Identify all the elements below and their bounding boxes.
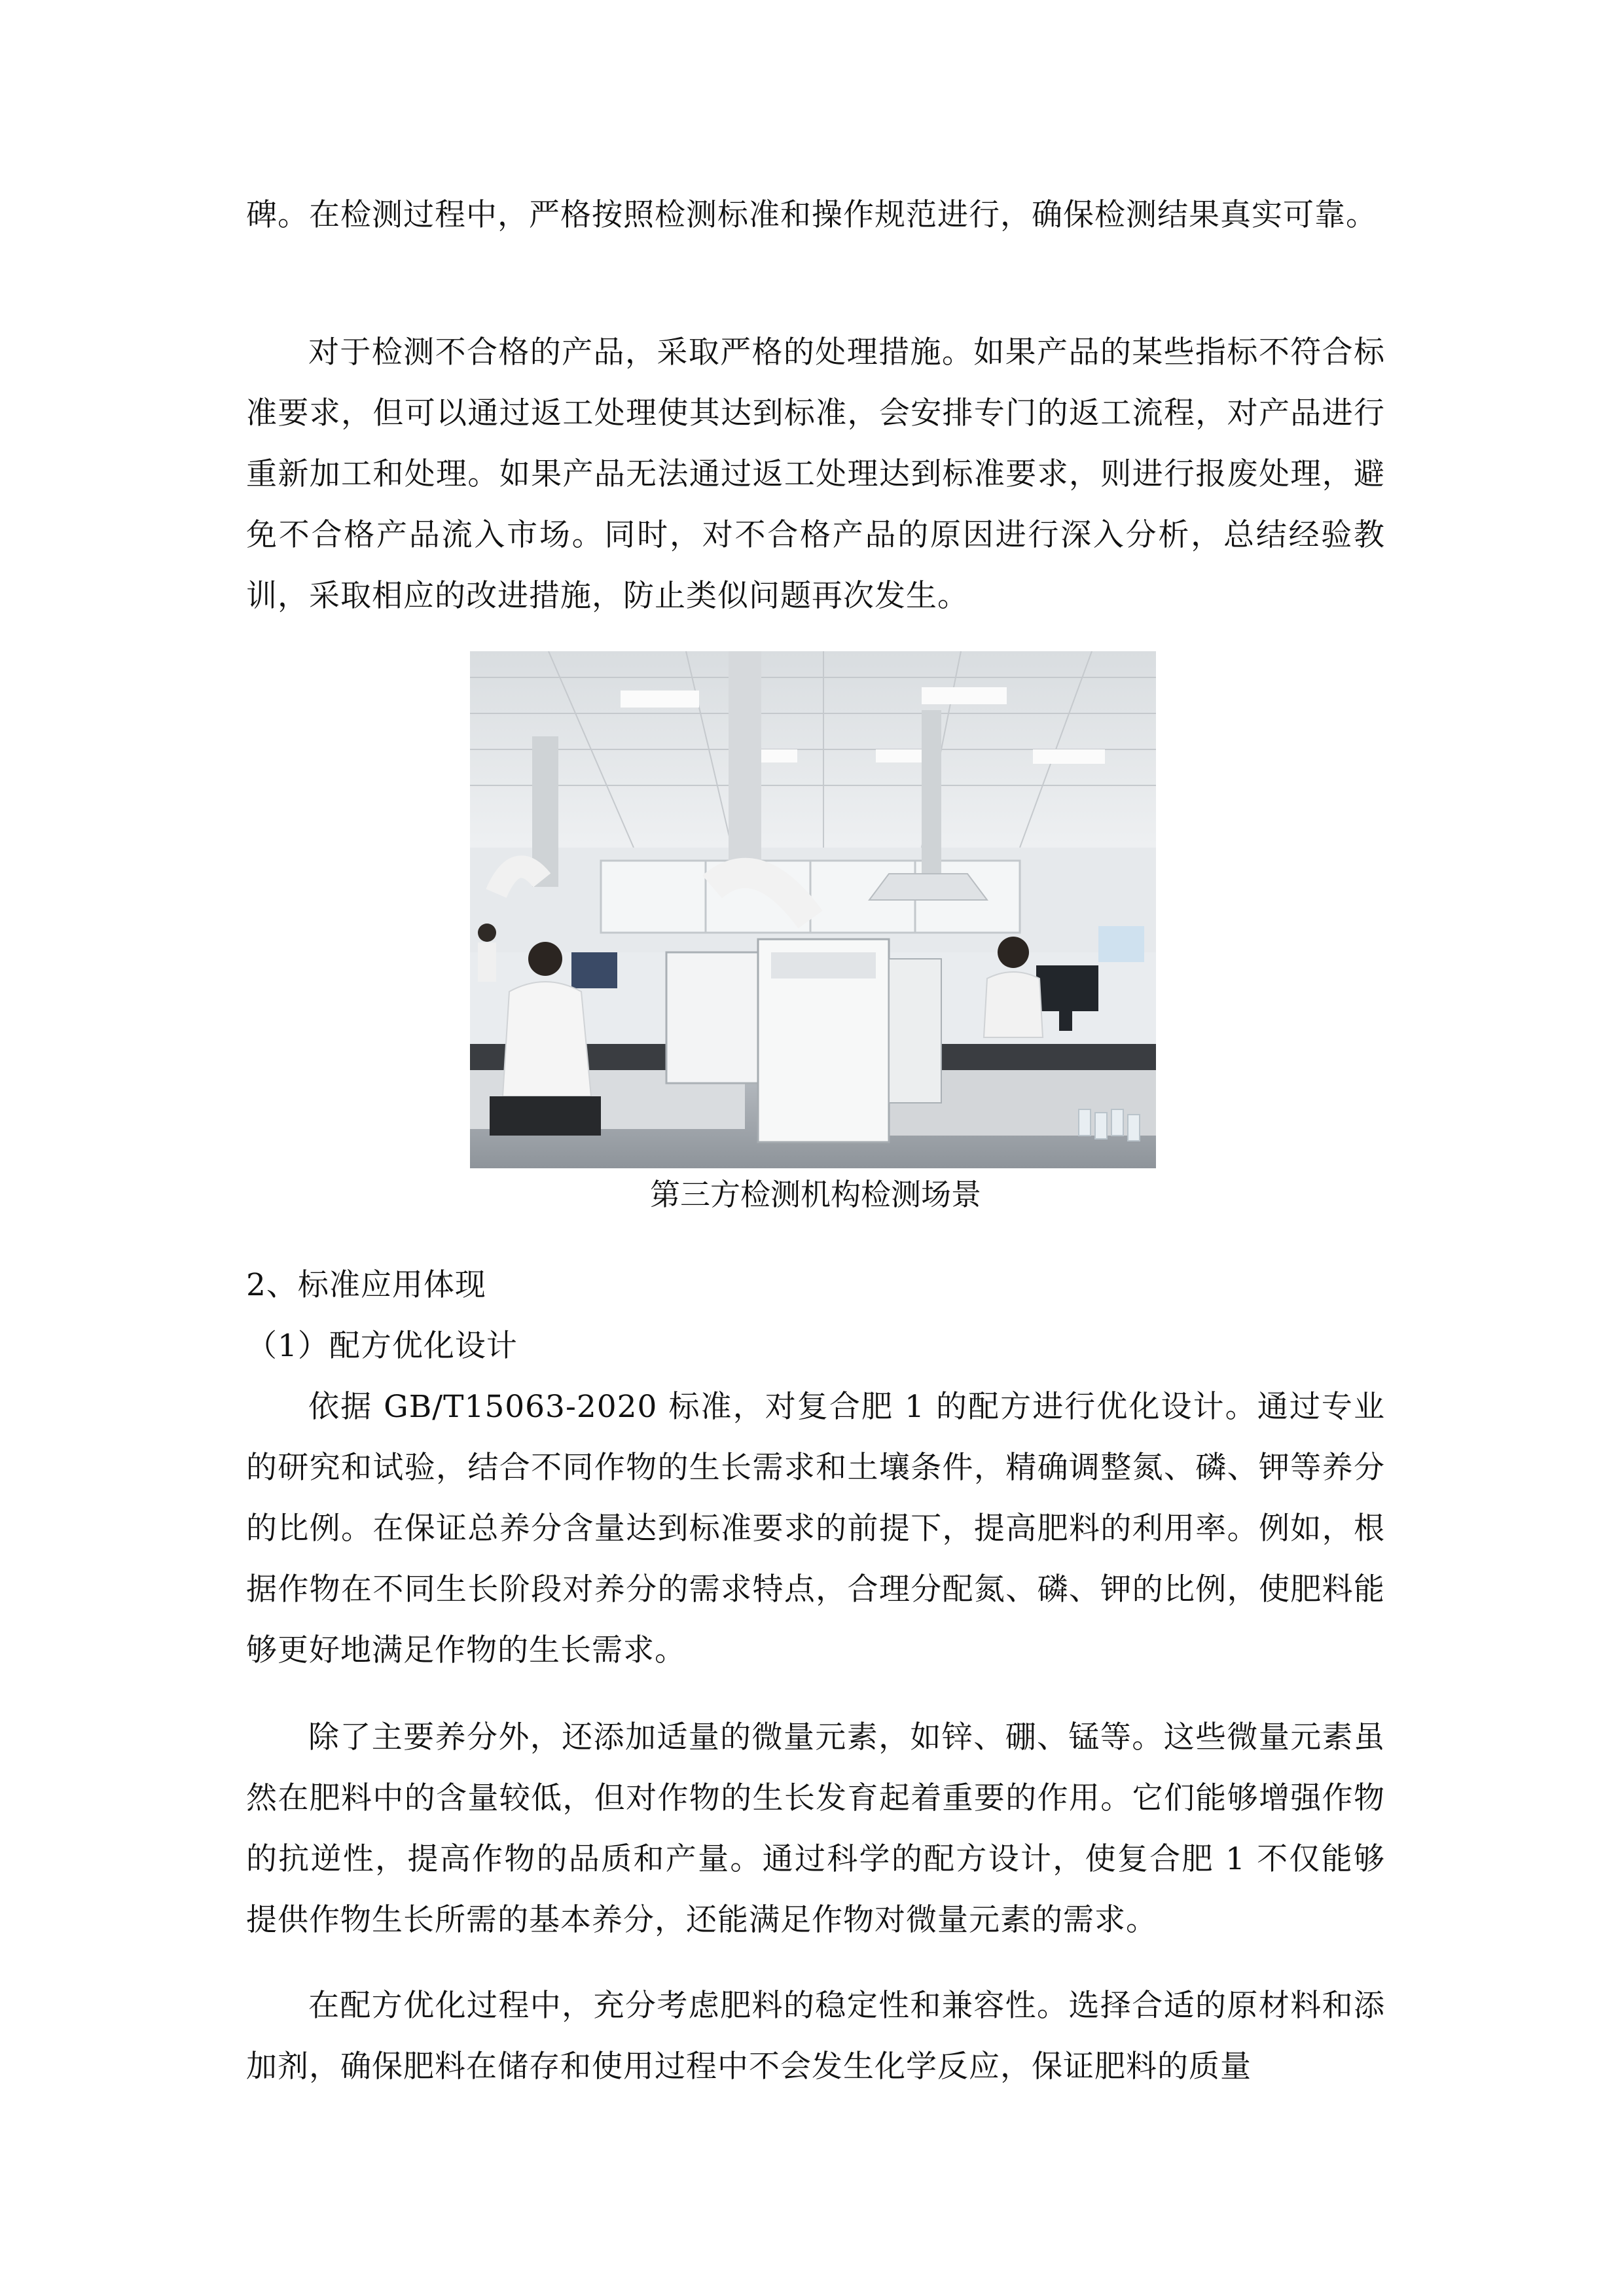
subsection-heading: （1）配方优化设计 [246,1328,518,1364]
paragraph-formula-optimization: 依据 GB/T15063-2020 标准，对复合肥 1 的配方进行优化设计。通过专业的研究和试验，结合不同作物的生长需求和土壤条件，精确调整氮、磷、钾等养分的比例。在保证总养分含量达到标准要求的前提下，提高肥料的利用率。例如，根据作物在不同生长阶段对养分的需求特点，合理分配氮、磷、钾的比例，使肥料能够更好地满足作物的生长需求。 [246,1389,1385,1668]
paragraph-stability-compatibility: 在配方优化过程中，充分考虑肥料的稳定性和兼容性。选择合适的原材料和添加剂，确保肥料在储存和使用过程中不会发生化学反应，保证肥料的质量 [246,1988,1385,2085]
figure-caption: 第三方检测机构检测场景 [650,1177,981,1212]
paragraph-nonconforming-products: 对于检测不合格的产品，采取严格的处理措施。如果产品的某些指标不符合标准要求，但可以通过返工处理使其达到标准，会安排专门的返工流程，对产品进行重新加工和处理。如果产品无法通过返工处理达到标准要求，则进行报废处理，避免不合格产品流入市场。同时，对不合格产品的原因进行深入分析，总结经验教训，采取相应的改进措施，防止类似问题再次发生。 [246,334,1385,614]
paragraph-inspection-process: 碑。在检测过程中，严格按照检测标准和操作规范进行，确保检测结果真实可靠。 [246,197,1377,233]
lab-photo-illustration [470,651,1156,1168]
paragraph-trace-elements: 除了主要养分外，还添加适量的微量元素，如锌、硼、锰等。这些微量元素虽然在肥料中的含量较低，但对作物的生长发育起着重要的作用。它们能够增强作物的抗逆性，提高作物的品质和产量。通过科学的配方设计，使复合肥 1 不仅能够提供作物生长所需的基本养分，还能满足作物对微量元素的需求。 [246,1719,1385,1938]
lab-photo [470,651,1156,1168]
section-heading: 2、标准应用体现 [246,1267,486,1303]
